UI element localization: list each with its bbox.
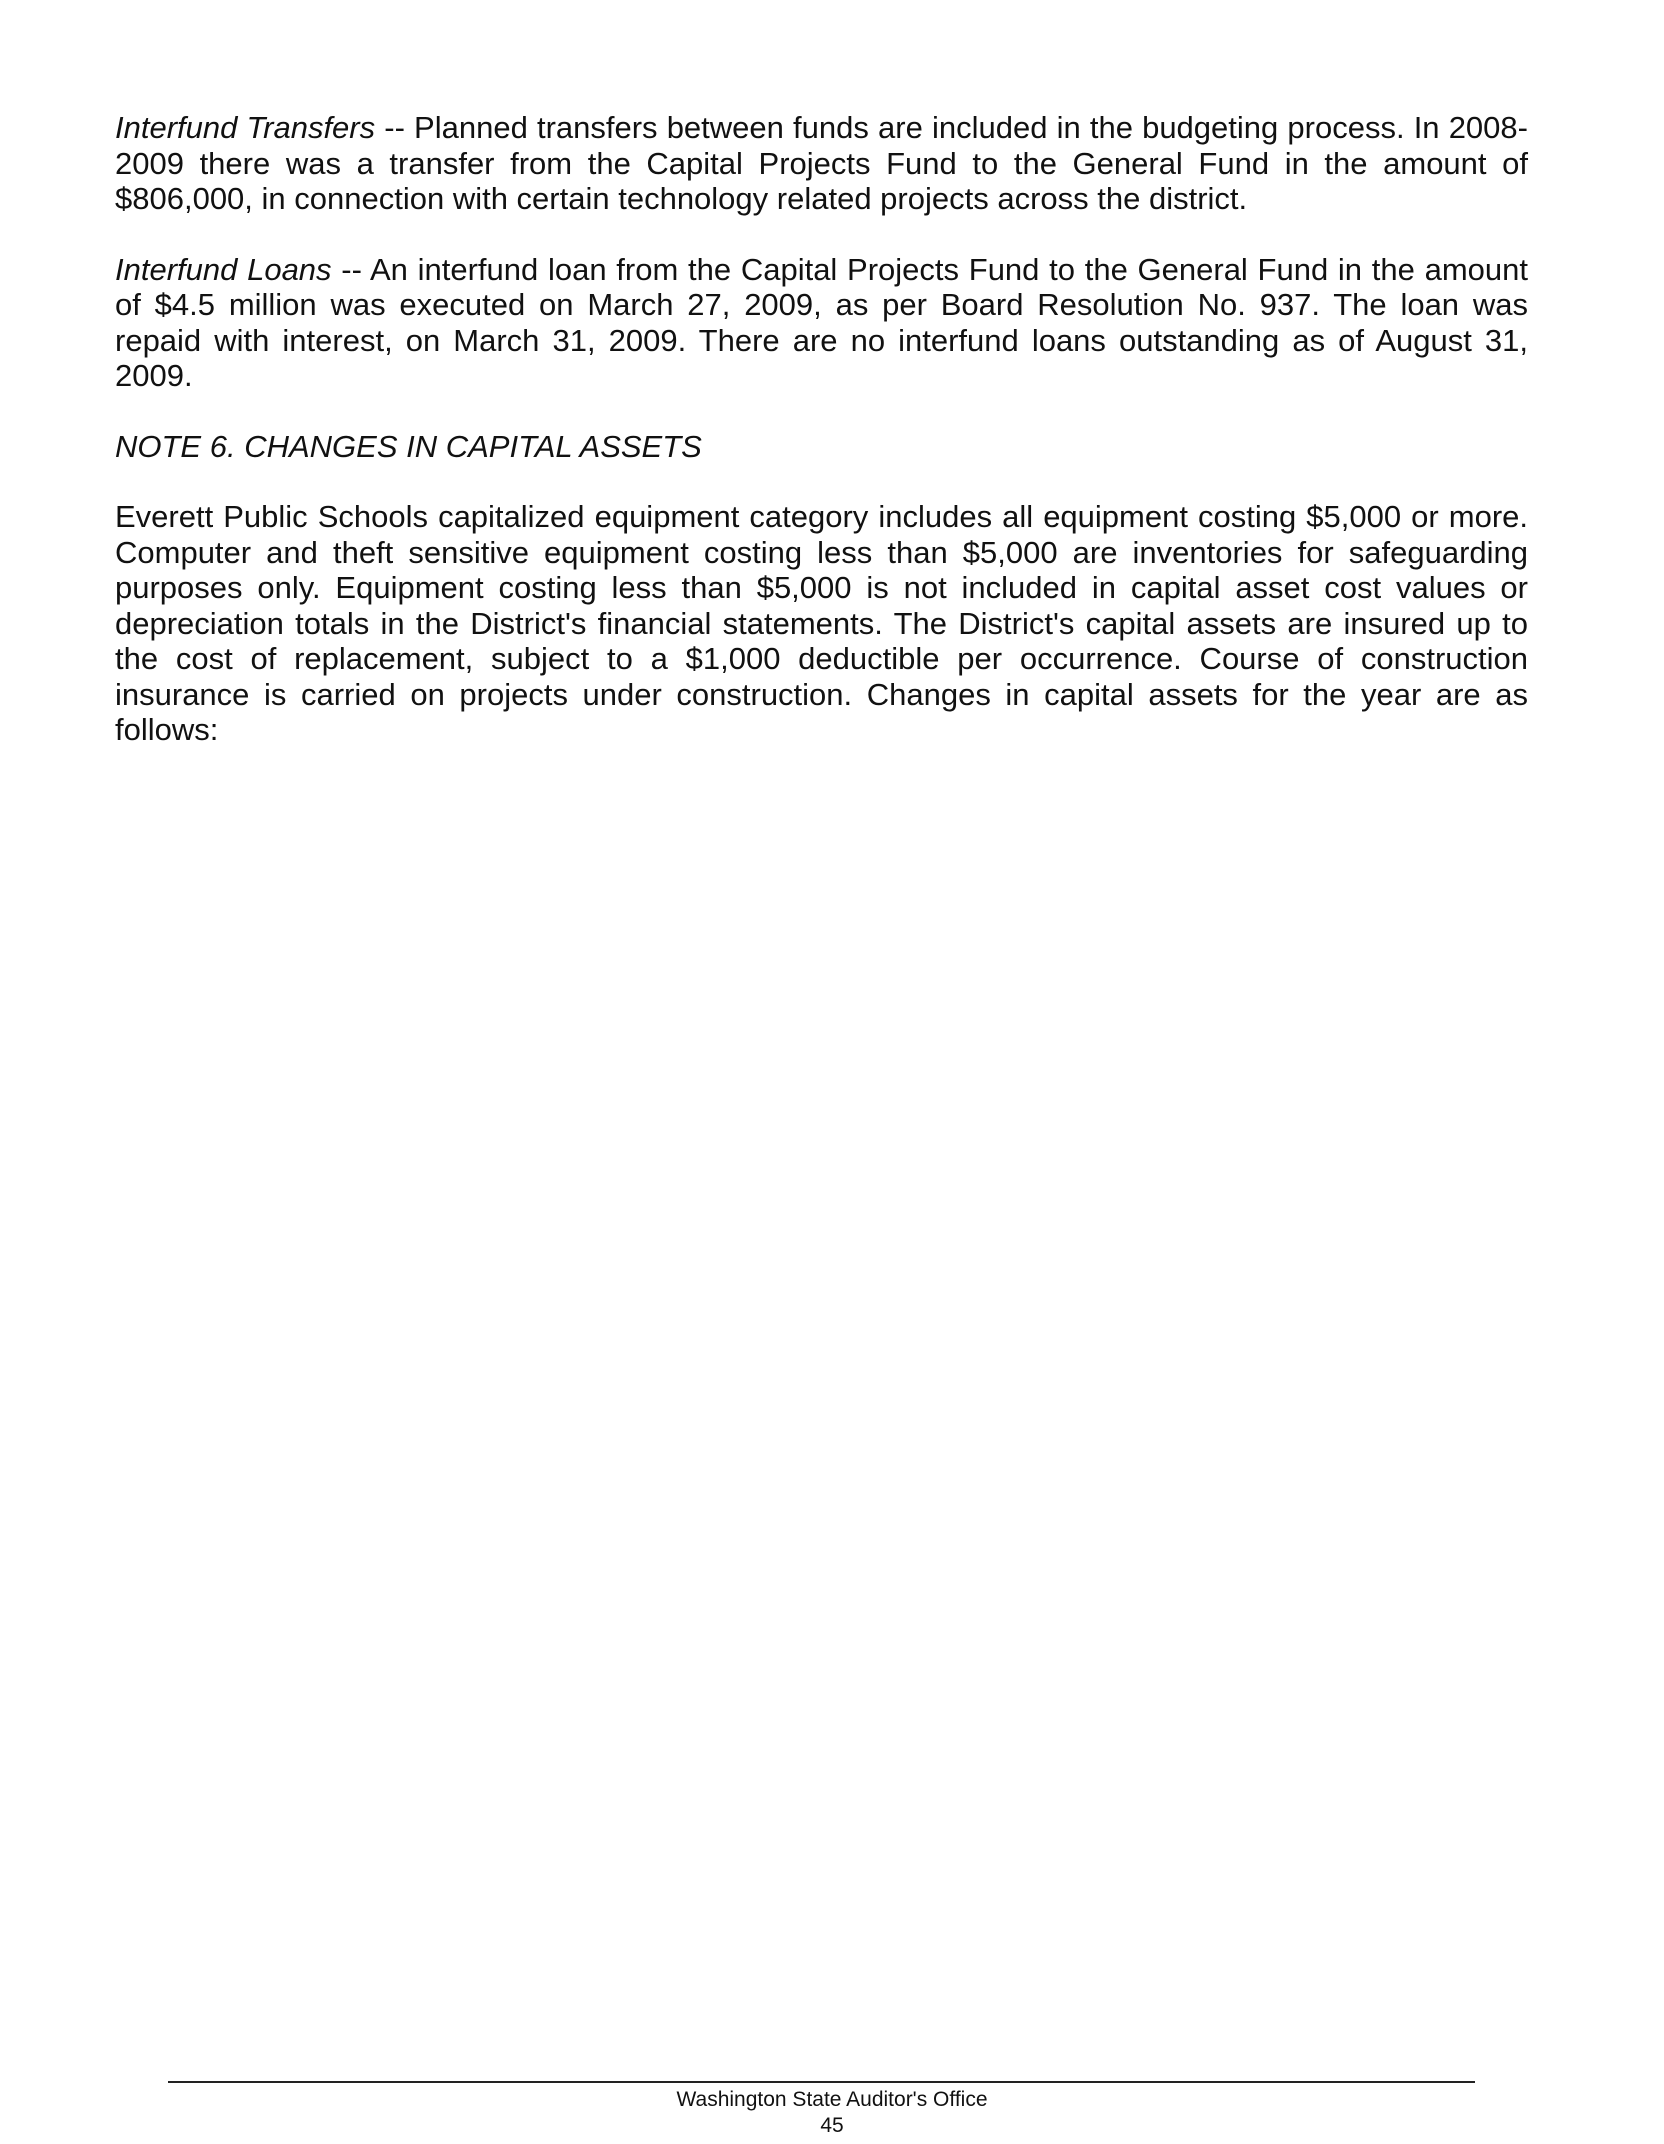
- interfund-loans-paragraph: [115, 252, 1528, 394]
- footer-divider: [168, 2081, 1475, 2083]
- footer-organization: Washington State Auditor's Office: [676, 2088, 988, 2111]
- interfund-loans-lead: Interfund Loans: [115, 251, 332, 287]
- note6-paragraph: Everett Public Schools capitalized equipment category includes all equipment costing $5,000 or more. Computer and theft sensitive equipment costing less than $5,000 are inventories for safeguarding purposes only. Equipment costing less than $5,000 is not included in capital asset cost values or depreciation totals in the District's financial statements. The District's capital assets are insured up to the cost of replacement, subject to a $1,000 deductible per occurrence. Course of construction insurance is carried on projects under construction. Changes in capital assets for the year are as follows:: [115, 499, 1528, 747]
- note6-heading: NOTE 6. CHANGES IN CAPITAL ASSETS: [115, 428, 702, 464]
- interfund-transfers-paragraph: [115, 110, 1528, 217]
- interfund-loans-text: -- An interfund loan from the Capital Projects Fund to the General Fund in the amount of $4.5 million was executed on March 27, 2009, as per Board Resolution No. 937. The loan was repaid with interest, on March 31, 2009. There are no interfund loans outstanding as of August 31, 2009.: [115, 251, 1528, 393]
- page-number: 45: [820, 2114, 844, 2137]
- interfund-transfers-lead: Interfund Transfers: [115, 110, 376, 145]
- document-body: [115, 110, 1528, 783]
- interfund-transfers-text: -- Planned transfers between funds are included in the budgeting process. In 2008-2009 there was a transfer from the Capital Projects Fund to the General Fund in the amount of $806,000, in connection with certain technology related projects across the district.: [115, 110, 1528, 216]
